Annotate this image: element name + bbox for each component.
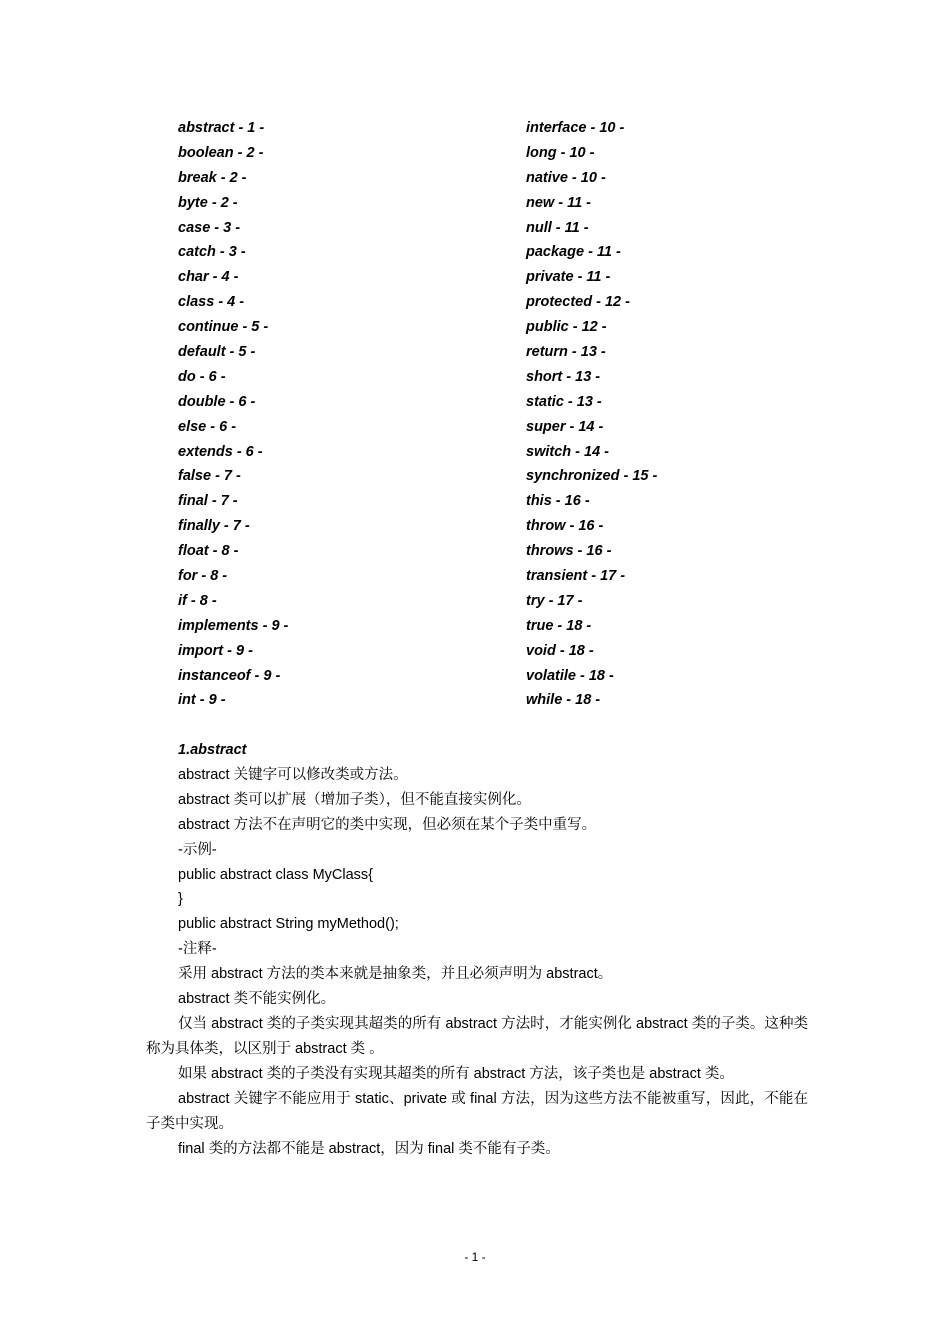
index-entry[interactable]: catch - 3 - — [178, 244, 246, 261]
index-entry[interactable]: implements - 9 - — [178, 617, 289, 634]
index-entry[interactable]: try - 17 - — [526, 592, 583, 609]
index-entry[interactable]: switch - 14 - — [526, 443, 609, 460]
index-entry[interactable]: finally - 7 - — [178, 518, 250, 535]
index-entry[interactable]: break - 2 - — [178, 169, 247, 186]
index-entry[interactable]: protected - 12 - — [526, 294, 630, 311]
index-entry[interactable]: static - 13 - — [526, 393, 602, 410]
section-abstract — [146, 738, 808, 1161]
index-entry[interactable]: float - 8 - — [178, 543, 239, 560]
index-entry[interactable]: byte - 2 - — [178, 194, 238, 211]
index-entry[interactable]: continue - 5 - — [178, 319, 269, 336]
index-entry[interactable]: class - 4 - — [178, 294, 245, 311]
page-number: - 1 - — [464, 1250, 486, 1264]
index-entry[interactable]: else - 6 - — [178, 418, 237, 435]
section-heading: 1.abstract — [178, 742, 247, 758]
index-entry[interactable]: long - 10 - — [526, 144, 595, 161]
index-entry[interactable]: do - 6 - — [178, 368, 226, 385]
index-entry[interactable]: super - 14 - — [526, 418, 604, 435]
index-entry[interactable]: while - 18 - — [526, 692, 601, 709]
example-label: -示例- — [178, 841, 217, 858]
index-entry[interactable]: case - 3 - — [178, 219, 241, 236]
index-entry[interactable]: package - 11 - — [526, 244, 621, 261]
index-entry[interactable]: short - 13 - — [526, 368, 601, 385]
index-entry[interactable]: import - 9 - — [178, 642, 253, 659]
paragraph: abstract 关键字不能应用于 static、private 或 final 方法，因为这些方法不能被重写，因此，不能在子类中实现。 — [146, 1090, 808, 1132]
index-entry[interactable]: interface - 10 - — [526, 120, 625, 136]
code-line: public abstract class MyClass{ — [178, 866, 374, 883]
code-line: public abstract String myMethod(); — [178, 916, 399, 933]
text-line: 采用 abstract 方法的类本来就是抽象类，并且必须声明为 abstract。 — [178, 966, 613, 983]
text-line: abstract 方法不在声明它的类中实现，但必须在某个子类中重写。 — [178, 816, 597, 833]
text-line: abstract 关键字可以修改类或方法。 — [178, 766, 408, 783]
index-entry[interactable]: public - 12 - — [526, 319, 607, 336]
index-entry[interactable]: return - 13 - — [526, 344, 606, 361]
text-line: abstract 类不能实例化。 — [178, 991, 336, 1008]
index-entry[interactable]: char - 4 - — [178, 269, 239, 286]
index-entry[interactable]: volatile - 18 - — [526, 667, 614, 684]
index-entry[interactable]: new - 11 - — [526, 194, 591, 211]
index-entry[interactable]: throws - 16 - — [526, 543, 612, 560]
index-entry[interactable]: this - 16 - — [526, 493, 590, 510]
index-entry[interactable]: default - 5 - — [178, 344, 256, 361]
paragraph: final 类的方法都不能是 abstract，因为 final 类不能有子类。 — [178, 1140, 560, 1157]
code-line: } — [178, 891, 183, 908]
index-entry[interactable]: double - 6 - — [178, 393, 256, 410]
index-entry[interactable]: throw - 16 - — [526, 518, 604, 535]
index-entry[interactable]: int - 9 - — [178, 692, 226, 709]
index-entry[interactable]: final - 7 - — [178, 493, 238, 510]
index-entry[interactable]: boolean - 2 - — [178, 144, 264, 161]
index-entry[interactable]: if - 8 - — [178, 592, 217, 609]
index-entry[interactable]: extends - 6 - — [178, 443, 263, 460]
index-entry[interactable]: synchronized - 15 - — [526, 468, 658, 485]
notes-label: -注释- — [178, 941, 217, 958]
index-entry[interactable]: false - 7 - — [178, 468, 241, 485]
paragraph: 仅当 abstract 类的子类实现其超类的所有 abstract 方法时，才能实例化 abstract 类的子类。这种类称为具体类，以区别于 abstract 类 。 — [146, 1015, 808, 1057]
keyword-index-right-column — [526, 116, 866, 713]
index-entry[interactable]: null - 11 - — [526, 219, 589, 236]
index-entry[interactable]: native - 10 - — [526, 169, 606, 186]
index-entry[interactable]: abstract - 1 - — [178, 120, 265, 136]
paragraph: 如果 abstract 类的子类没有实现其超类的所有 abstract 方法，该子类也是 abstract 类。 — [178, 1065, 734, 1082]
index-entry[interactable]: for - 8 - — [178, 568, 228, 585]
index-entry[interactable]: transient - 17 - — [526, 568, 626, 585]
index-entry[interactable]: instanceof - 9 - — [178, 667, 281, 684]
keyword-index-left-column — [178, 116, 518, 713]
index-entry[interactable]: void - 18 - — [526, 642, 594, 659]
text-line: abstract 类可以扩展（增加子类），但不能直接实例化。 — [178, 791, 531, 808]
index-entry[interactable]: private - 11 - — [526, 269, 611, 286]
index-entry[interactable]: true - 18 - — [526, 617, 592, 634]
